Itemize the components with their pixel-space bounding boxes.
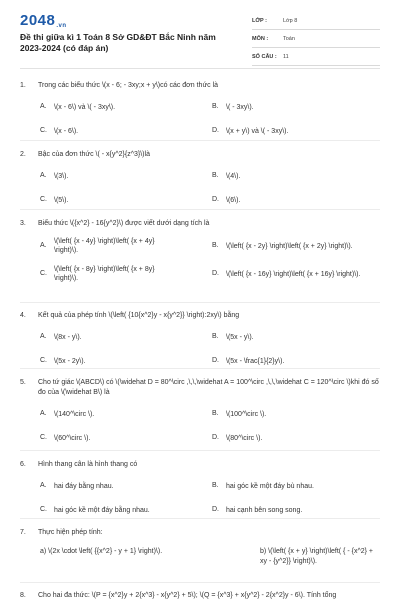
option-d[interactable]: D. \(\left( {x - 16y} \right)\left( {x + 16y} \right)\).: [212, 270, 361, 278]
question-number: 5.: [20, 379, 26, 386]
meta-key: MÔN :: [252, 35, 269, 42]
option-c[interactable]: C. \(5\).: [40, 196, 69, 204]
question-text: Thực hiện phép tính:: [38, 529, 103, 536]
meta-value: Toán: [283, 35, 295, 42]
option-a[interactable]: A. hai đáy bằng nhau.: [40, 482, 114, 490]
site-logo[interactable]: 2048.vn: [20, 12, 67, 29]
option-d[interactable]: D. \(6\).: [212, 196, 241, 204]
question-text: Biểu thức \({x^2} - 16{y^2}\) được viết dưới dạng tích là: [38, 220, 210, 227]
option-a[interactable]: A. \(8x - y\).: [40, 333, 82, 341]
meta-value: 11: [283, 53, 289, 60]
question-text: Kết quả của phép tính \(\left( {10{x^2}y - x{y^2}} \right):2xy\) bằng: [38, 312, 240, 319]
question-2: [20, 150, 380, 205]
question-number: 1.: [20, 82, 26, 89]
option-b[interactable]: B. \(100^\circ \).: [212, 410, 267, 418]
option-b[interactable]: B. \(4\).: [212, 172, 241, 180]
option-d[interactable]: D. \(5x - \frac{1}{2}y\).: [212, 357, 285, 365]
question-number: 3.: [20, 220, 26, 227]
question-divider: [20, 450, 380, 451]
question-4: [20, 311, 380, 366]
meta-row-class: [252, 12, 380, 30]
sub-question-b: b) \(\left( {x + y} \right)\left( { - {x^2} + xy - {y^2}} \right)\).: [260, 548, 373, 565]
question-divider: [20, 518, 380, 519]
option-c[interactable]: C. hai góc kề một đáy bằng nhau.: [40, 506, 150, 514]
question-5: [20, 378, 380, 443]
question-text: Cho tứ giác \(ABCD\) có \(\widehat D = 80^\circ ,\,\,\widehat A = 100^\circ ,\,\,\widehat C = 120^\circ \)khi đó số đo của \(\widehat B\) là: [38, 379, 379, 396]
page-title: Đề thi giữa kì 1 Toán 8 Sở GD&ĐT Bắc Ninh năm 2023-2024 (có đáp án): [20, 32, 216, 53]
question-divider: [20, 140, 380, 141]
sub-question-a: a) \(2x \cdot \left( {{x^2} - y + 1} \right)\).: [40, 548, 163, 555]
meta-row-count: [252, 48, 380, 66]
header-divider: [20, 68, 380, 69]
option-d[interactable]: D. \(x + y\) và \( - 3xy\).: [212, 127, 289, 135]
option-d[interactable]: D. \(80^\circ \).: [212, 434, 263, 442]
option-a[interactable]: A. \(140^\circ \).: [40, 410, 95, 418]
question-divider: [20, 582, 380, 583]
question-divider: [20, 209, 380, 210]
question-text: Trong các biểu thức \(x - 6; - 3xy;x + y\)có các đơn thức là: [38, 82, 219, 89]
option-b[interactable]: B. \( - 3xy\).: [212, 103, 254, 111]
question-number: 4.: [20, 312, 26, 319]
option-b[interactable]: B. \(\left( {x - 2y} \right)\left( {x + 2y} \right)\).: [212, 242, 353, 250]
question-3: [20, 219, 380, 283]
meta-value: Lớp 8: [283, 17, 298, 24]
question-divider: [20, 368, 380, 369]
meta-key: SỐ CÂU :: [252, 53, 277, 60]
question-divider: [20, 302, 380, 303]
option-b[interactable]: B. hai góc kề một đáy bù nhau.: [212, 482, 314, 490]
meta-key: LỚP :: [252, 17, 267, 24]
option-a[interactable]: A. \(\left( {x - 4y} \right)\left( {x + 4y} \right)\).: [40, 238, 155, 254]
document-header: [0, 0, 400, 62]
option-a[interactable]: A. \(3\).: [40, 172, 69, 180]
question-text: Cho hai đa thức: \(P = {x^2}y + 2{x^3} - x{y^2} + 5\); \(Q = {x^3} + x{y^2} - 2{x^2}y - 6\). Tính tổng: [38, 592, 337, 599]
question-number: 8.: [20, 592, 26, 599]
question-number: 7.: [20, 529, 26, 536]
exam-meta-table: [252, 12, 380, 66]
question-7: [20, 528, 380, 567]
question-number: 2.: [20, 151, 26, 158]
option-c[interactable]: C. \(\left( {x - 8y} \right)\left( {x + 8y} \right)\).: [40, 266, 155, 282]
option-c[interactable]: C. \(60^\circ \).: [40, 434, 91, 442]
option-c[interactable]: C. \(x - 6\).: [40, 127, 79, 135]
question-text: Hình thang cân là hình thang có: [38, 461, 138, 468]
question-text: Bậc của đơn thức \( - x{y^2}{z^3}\)là: [38, 151, 150, 158]
option-a[interactable]: A. \(x - 6\) và \( - 3xy\).: [40, 103, 116, 111]
option-d[interactable]: D. hai cạnh bên song song.: [212, 506, 303, 514]
option-b[interactable]: B. \(5x - y\).: [212, 333, 254, 341]
question-1: [20, 81, 380, 136]
question-number: 6.: [20, 461, 26, 468]
question-6: [20, 460, 380, 515]
option-c[interactable]: C. \(5x - 2y\).: [40, 357, 86, 365]
meta-row-subject: [252, 30, 380, 48]
